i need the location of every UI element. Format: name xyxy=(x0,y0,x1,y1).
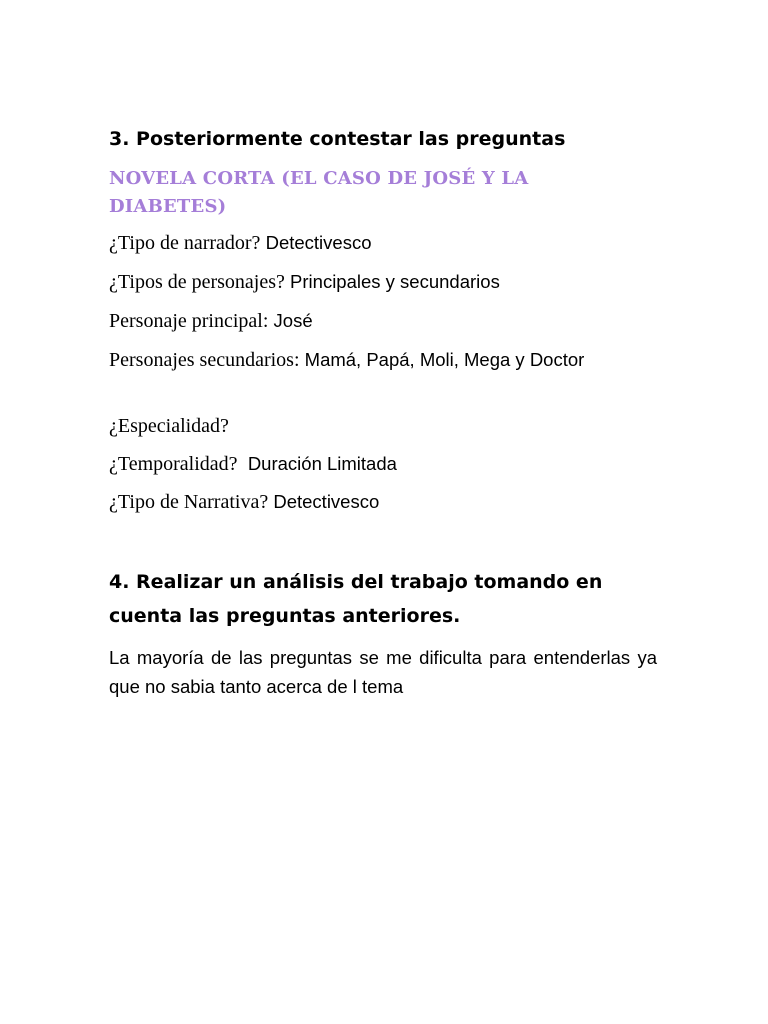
qa-narrator xyxy=(109,229,657,258)
section-4-heading: 4. Realizar un análisis del trabajo tomando en cuenta las preguntas anteriores. xyxy=(109,571,603,627)
answer-text: Detectivesco xyxy=(268,491,380,512)
answer-text: José xyxy=(268,310,313,331)
question-text: ¿Tipo de Narrativa? xyxy=(109,491,269,513)
answer-text: Principales y secundarios xyxy=(284,271,500,292)
question-text: Personajes secundarios: xyxy=(109,349,300,371)
qa-character-types xyxy=(109,268,657,297)
section-3-heading: 3. Posteriormente contestar las preguntas xyxy=(109,128,566,150)
question-text: ¿Temporalidad? xyxy=(109,453,238,475)
question-text: Personaje principal: xyxy=(109,310,269,332)
answer-text: Detectivesco xyxy=(260,232,372,253)
novel-title: NOVELA CORTA (EL CASO DE JOSÉ Y LA DIABETES) xyxy=(109,168,529,217)
qa-secondary-characters xyxy=(109,346,657,375)
qa-main-character xyxy=(109,307,657,336)
answer-text: Mamá, Papá, Moli, Mega y Doctor xyxy=(299,349,585,370)
analysis-paragraph: La mayoría de las preguntas se me dificulta para entenderlas ya que no sabia tanto acerca de l tema xyxy=(109,647,657,697)
qa-temporality xyxy=(109,450,657,479)
question-text: ¿Especialidad? xyxy=(109,415,229,437)
qa-narrative-type xyxy=(109,488,657,517)
question-text: ¿Tipos de personajes? xyxy=(109,271,285,293)
answer-text: Duración Limitada xyxy=(237,453,397,474)
question-text: ¿Tipo de narrador? xyxy=(109,232,261,254)
qa-speciality xyxy=(109,412,657,441)
